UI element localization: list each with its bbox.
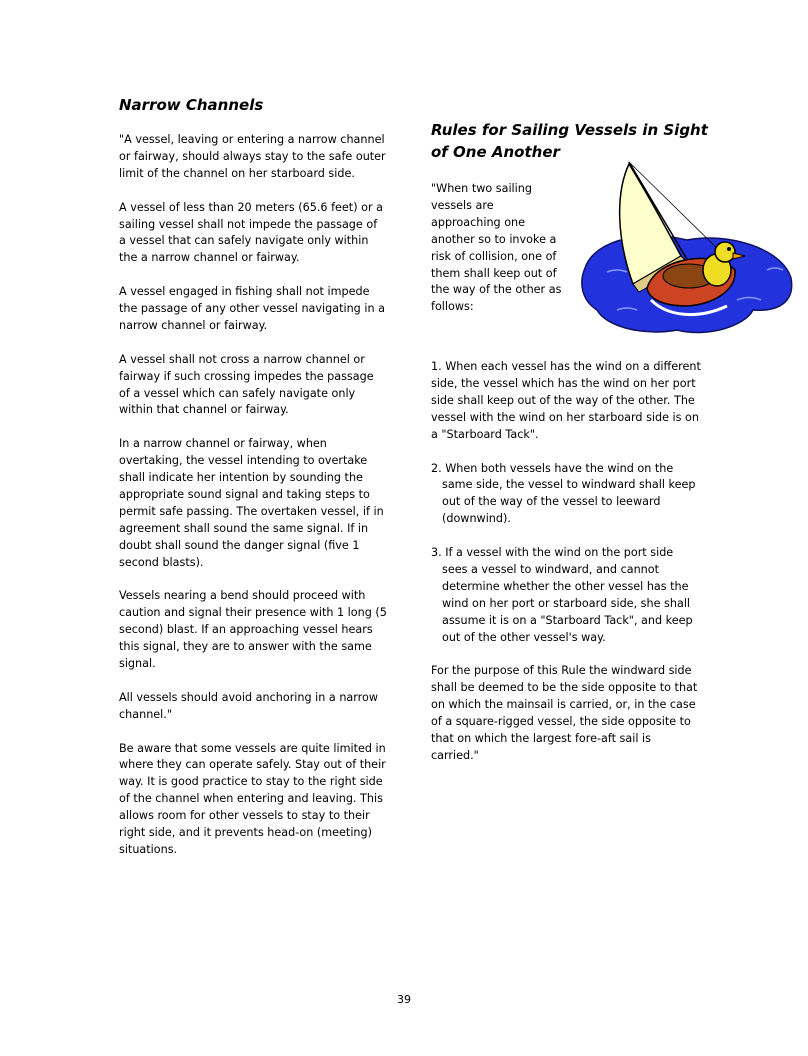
sailboat-duck-illustration [577,160,795,342]
paragraph: Be aware that some vessels are quite limited in where they can operate safely. Stay out of their way. It is good practice to stay to the right side of the channel when entering and leaving. This allows room for other vessels to stay to their right side, and it prevents head-on (meeting) situations. [119,741,386,856]
closing-paragraph: For the purpose of this Rule the windward side shall be deemed to be the side opposite to that on which the mainsail is carried, or, in the case of a square-rigged vessel, the side opposite to that on which the largest fore-aft sail is carried." [431,664,698,762]
rule-item: 2. When both vessels have the wind on the same side, the vessel to windward shall keep out of the way of the vessel to leeward (downwind). [431,461,696,526]
paragraph: In a narrow channel or fairway, when overtaking, the vessel intending to overtake shall indicate her intention by sounding the appropriate sound signal and taking steps to permit safe passing. The overtaken vessel, if in agreement shall sound the same signal. If in doubt shall sound the danger signal (five 1 second blasts). [119,437,384,569]
paragraph: All vessels should avoid anchoring in a narrow channel." [119,690,379,721]
paragraph: A vessel engaged in fishing shall not impede the passage of any other vessel navigating in a narrow channel or fairway. [119,285,385,332]
paragraph: A vessel of less than 20 meters (65.6 feet) or a sailing vessel shall not impede the passage of a vessel that can safely navigate only within the a narrow channel or fairway. [119,200,383,265]
paragraph: A vessel shall not cross a narrow channel or fairway if such crossing impedes the passage of a vessel which can safely navigate only within that channel or fairway. [119,352,374,417]
narrow-channels-heading: Narrow Channels [119,96,264,114]
rule-item: 1. When each vessel has the wind on a different side, the vessel which has the wind on her port side shall keep out of the way of the other. The vessel with the wind on her starboard side is on a "Starboard Tack". [431,360,701,441]
narrow-channels-column [119,132,387,876]
paragraph: "A vessel, leaving or entering a narrow channel or fairway, should always stay to the safe outer limit of the channel on her starboard side. [119,133,386,180]
paragraph: Vessels nearing a bend should proceed with caution and signal their presence with 1 long (5 second) blast. If an approaching vessel hears this signal, they are to answer with the same signal. [119,589,387,671]
sailing-rules-heading: Rules for Sailing Vessels in Sight of One Another [431,121,708,161]
rule-item: 3. If a vessel with the wind on the port side sees a vessel to windward, and cannot determine whether the other vessel has the wind on her port or starboard side, she shall assume it is on a "Starboard Tack", and keep out of the other vessel's way. [431,546,693,644]
page-number: 39 [397,993,411,1006]
intro-paragraph: "When two sailing vessels are approaching one another so to invoke a risk of collision, one of them shall keep out of the way of the other as follows: [431,182,562,314]
